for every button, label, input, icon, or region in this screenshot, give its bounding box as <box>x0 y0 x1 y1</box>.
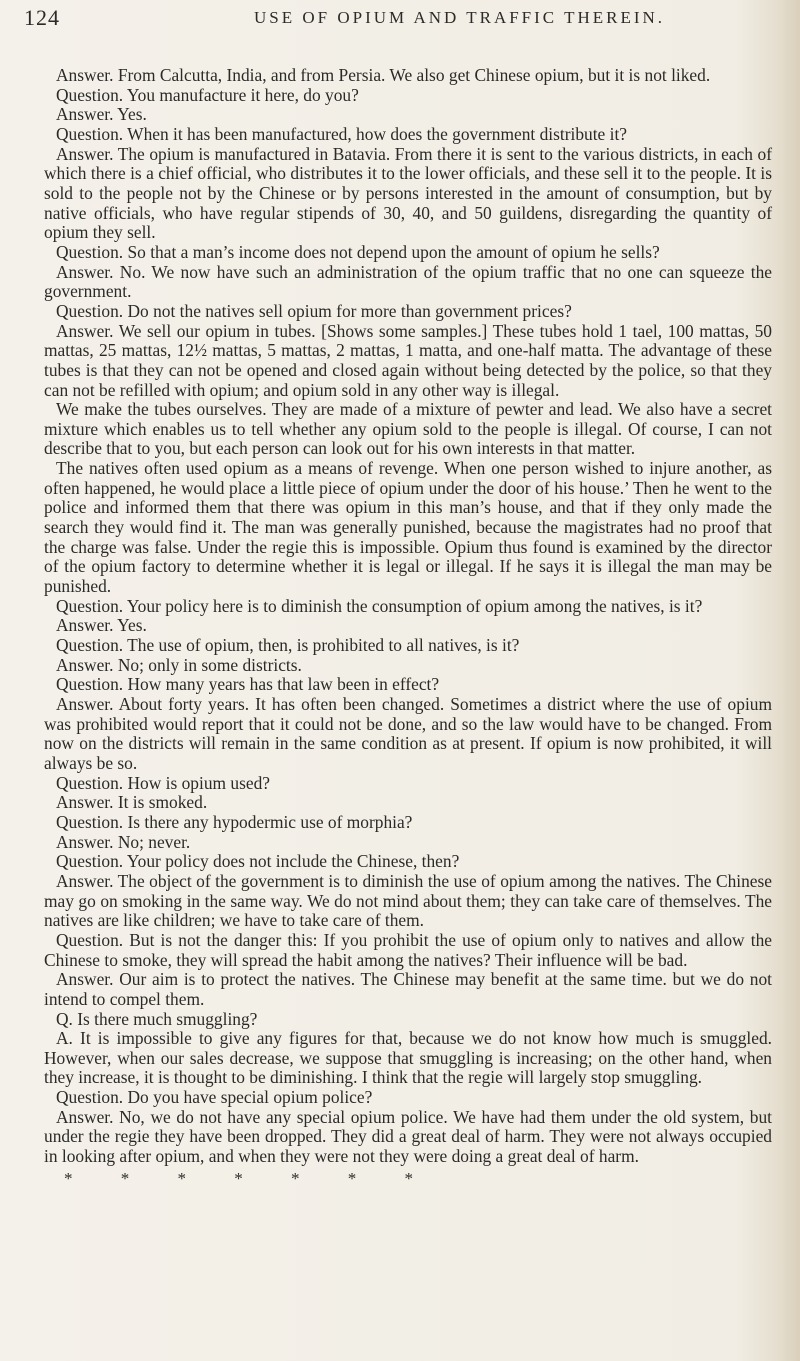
section-break-stars: * * * * * * * <box>64 1168 413 1188</box>
paragraph: Question. How is opium used? <box>56 772 270 793</box>
paragraph: Question. So that a man’s income does not depend upon the amount of opium he sells? <box>56 241 660 262</box>
paragraph: Question. Do you have special opium police? <box>56 1087 373 1108</box>
paragraph: Answer. No; only in some districts. <box>56 654 302 675</box>
running-head: USE OF OPIUM AND TRAFFIC THEREIN. <box>254 8 666 27</box>
paragraph: Answer. We sell our opium in tubes. [Shows some samples.] These tubes hold 1 tael, 100 mattas, 50 mattas, 25 mattas, 12½ mattas, 5 mattas, 2 mattas, 1 matta, and one-half matta. The advantage of these tubes is that they can not be opened and closed again without being detected by the police, so that they can not be refilled with opium; and opium sold in any other way is illegal. <box>44 320 772 400</box>
paragraph: Question. When it has been manufactured, how does the government distribute it? <box>56 123 628 144</box>
paragraph: Question. Your policy does not include the Chinese, then? <box>56 851 460 872</box>
page-number: 124 <box>24 5 60 30</box>
paragraph: Answer. About forty years. It has often been changed. Sometimes a district where the use of opium was prohibited would report that it could not be done, and so the law would have to be changed. From now on the districts will remain in the same condition as at present. If opium is now prohibited, it will always be so. <box>44 694 772 773</box>
paragraph: We make the tubes ourselves. They are made of a mixture of pewter and lead. We also have a secret mixture which enables us to tell whether any opium sold to the people is illegal. Of course, I can not describe that to you, but each person can look out for his own interests in that matter. <box>44 399 772 459</box>
paragraph: Question. The use of opium, then, is prohibited to all natives, is it? <box>56 635 520 656</box>
body-text <box>44 66 772 1188</box>
paragraph: Question. How many years has that law been in effect? <box>56 674 440 695</box>
paragraph: The natives often used opium as a means of revenge. When one person wished to injure another, as often happened, he would place a little piece of opium under the door of his house.’ Then he went to the police and informed them that there was opium in this man’s house, and that if they only made the search they would find it. The man was generally punished, because the magistrates had no proof that the charge was false. Under the regie this is impossible. Opium thus found is examined by the director of the opium factory to determine whether it is legal or illegal. If he says it is illegal the man may be punished. <box>44 458 772 597</box>
paragraph: Question. But is not the danger this: If you prohibit the use of opium only to natives and allow the Chinese to smoke, they will spread the habit among the natives? Their influence will be bad. <box>44 929 772 970</box>
paragraph: Question. Is there any hypodermic use of morphia? <box>56 811 413 832</box>
paragraph: Answer. It is smoked. <box>56 792 208 813</box>
paragraph: Answer. Yes. <box>56 615 147 636</box>
paragraph: Answer. No. We now have such an administration of the opium traffic that no one can squeeze the government. <box>44 261 772 302</box>
paragraph: Question. Do not the natives sell opium for more than government prices? <box>56 300 572 321</box>
page-header <box>24 5 784 35</box>
paragraph: Q. Is there much smuggling? <box>56 1008 258 1029</box>
paragraph: Question. Your policy here is to diminish the consumption of opium among the natives, is it? <box>56 595 703 616</box>
paragraph: Answer. Our aim is to protect the natives. The Chinese may benefit at the same time. but we do not intend to compel them. <box>44 969 772 1009</box>
paragraph: Answer. No; never. <box>56 831 191 852</box>
paragraph: Question. You manufacture it here, do you? <box>56 84 359 105</box>
paragraph: Answer. From Calcutta, India, and from Persia. We also get Chinese opium, but it is not liked. <box>56 65 711 85</box>
paragraph: Answer. The object of the government is to diminish the use of opium among the natives. The Chinese may go on smoking in the same way. We do not mind about them; they can take care of themselves. The natives are like children; we have to take care of them. <box>44 870 772 931</box>
paragraph: Answer. Yes. <box>56 104 147 125</box>
paragraph: Answer. The opium is manufactured in Batavia. From there it is sent to the various districts, in each of which there is a chief official, who distributes it to the lower officials, and these sell it to the people. It is sold to the people not by the Chinese or by persons interested in the amount of consumption, but by native officials, who have regular stipends of 30, 40, and 50 guildens, disregarding the quantity of opium they sell. <box>44 143 772 243</box>
paragraph: Answer. No, we do not have any special opium police. We have had them under the old system, but under the regie they have been dropped. They did a great deal of harm. They were not always occupied in looking after opium, and when they were not they were doing a great deal of harm. <box>44 1106 772 1167</box>
paragraph: A. It is impossible to give any figures for that, because we do not know how much is smuggled. However, when our sales decrease, we suppose that smuggling is increasing; on the other hand, when they increase, it is thought to be diminishing. I think that the regie will largely stop smuggling. <box>44 1028 772 1088</box>
